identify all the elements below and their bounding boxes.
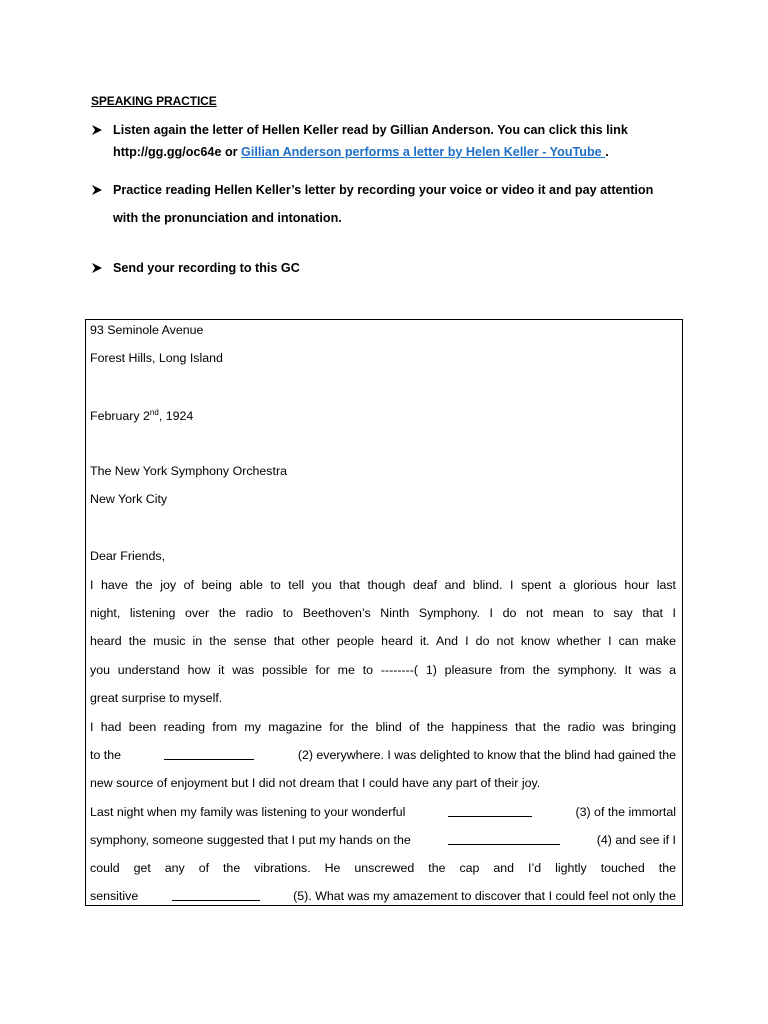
p2-line1: I had been reading from my magazine for the blind of the happiness that the radio was bringing: [90, 720, 676, 734]
recipient-line-2: New York City: [90, 492, 168, 506]
p2-line2-end: (2) everywhere. I was delighted to know that the blind had gained the: [297, 748, 676, 762]
p3-line4-end: (5). What was my amazement to discover that I could feel not only the: [293, 889, 676, 903]
link-period: .: [605, 145, 609, 159]
p3-line4-start: sensitive: [90, 889, 139, 903]
salutation: Dear Friends,: [90, 549, 166, 563]
p3-line1: [90, 805, 676, 819]
address-line-1: 93 Seminole Avenue: [90, 323, 204, 337]
p1-line2: night, listening over the radio to Beethoven’s Ninth Symphony. I do not mean to say that I: [90, 606, 676, 620]
address-line-2: Forest Hills, Long Island: [90, 351, 223, 365]
blank-4: [448, 833, 560, 845]
p3-line2-end: (4) and see if I: [596, 833, 676, 847]
bullet-listen-line2: [113, 145, 609, 159]
letter-date: [90, 408, 193, 423]
arrow-bullet-icon: [91, 124, 103, 136]
recipient-line-1: The New York Symphony Orchestra: [90, 464, 287, 478]
p1-line5: great surprise to myself.: [90, 691, 223, 705]
blank-2: [164, 748, 254, 760]
blank-3: [448, 805, 532, 817]
blank-5: [172, 889, 260, 901]
p2-line2-start: to the: [90, 748, 122, 762]
bullet-practice-line2: with the pronunciation and intonation.: [113, 211, 342, 225]
p1-line1: I have the joy of being able to tell you that though deaf and blind. I spent a glorious hour last: [90, 578, 676, 592]
bullet-practice-line1: Practice reading Hellen Keller’s letter by recording your voice or video it and pay attention: [113, 183, 654, 197]
bullet-send-text: Send your recording to this GC: [113, 261, 300, 275]
p3-line3: could get any of the vibrations. He unscrewed the cap and I’d lightly touched the: [90, 861, 676, 875]
date-sup: nd: [149, 408, 159, 417]
p3-line2-start: symphony, someone suggested that I put my hands on the: [90, 833, 411, 847]
p2-line3: new source of enjoyment but I did not dream that I could have any part of their joy.: [90, 776, 541, 790]
date-pre: February 2: [90, 409, 150, 424]
p3-line1-end: (3) of the immortal: [575, 805, 676, 819]
youtube-link[interactable]: Gillian Anderson performs a letter by Helen Keller - YouTube: [241, 145, 606, 159]
p3-line1-start: Last night when my family was listening to your wonderful: [90, 805, 406, 819]
p1-line3: heard the music in the sense that other people heard it. And I do not know whether I can make: [90, 634, 676, 648]
arrow-bullet-icon: [91, 262, 103, 274]
p2-line2: [90, 748, 676, 762]
p1-line4: you understand how it was possible for me to --------( 1) pleasure from the symphony. It was a: [90, 663, 676, 677]
bullet-listen-line1: Listen again the letter of Hellen Keller read by Gillian Anderson. You can click this link: [113, 123, 628, 137]
short-url: http://gg.gg/oc64e or: [113, 145, 242, 159]
arrow-bullet-icon: [91, 184, 103, 196]
p3-line2: [90, 833, 676, 847]
date-post: , 1924: [158, 409, 194, 424]
p3-line4: [90, 889, 676, 903]
page-heading: SPEAKING PRACTICE: [91, 94, 217, 108]
